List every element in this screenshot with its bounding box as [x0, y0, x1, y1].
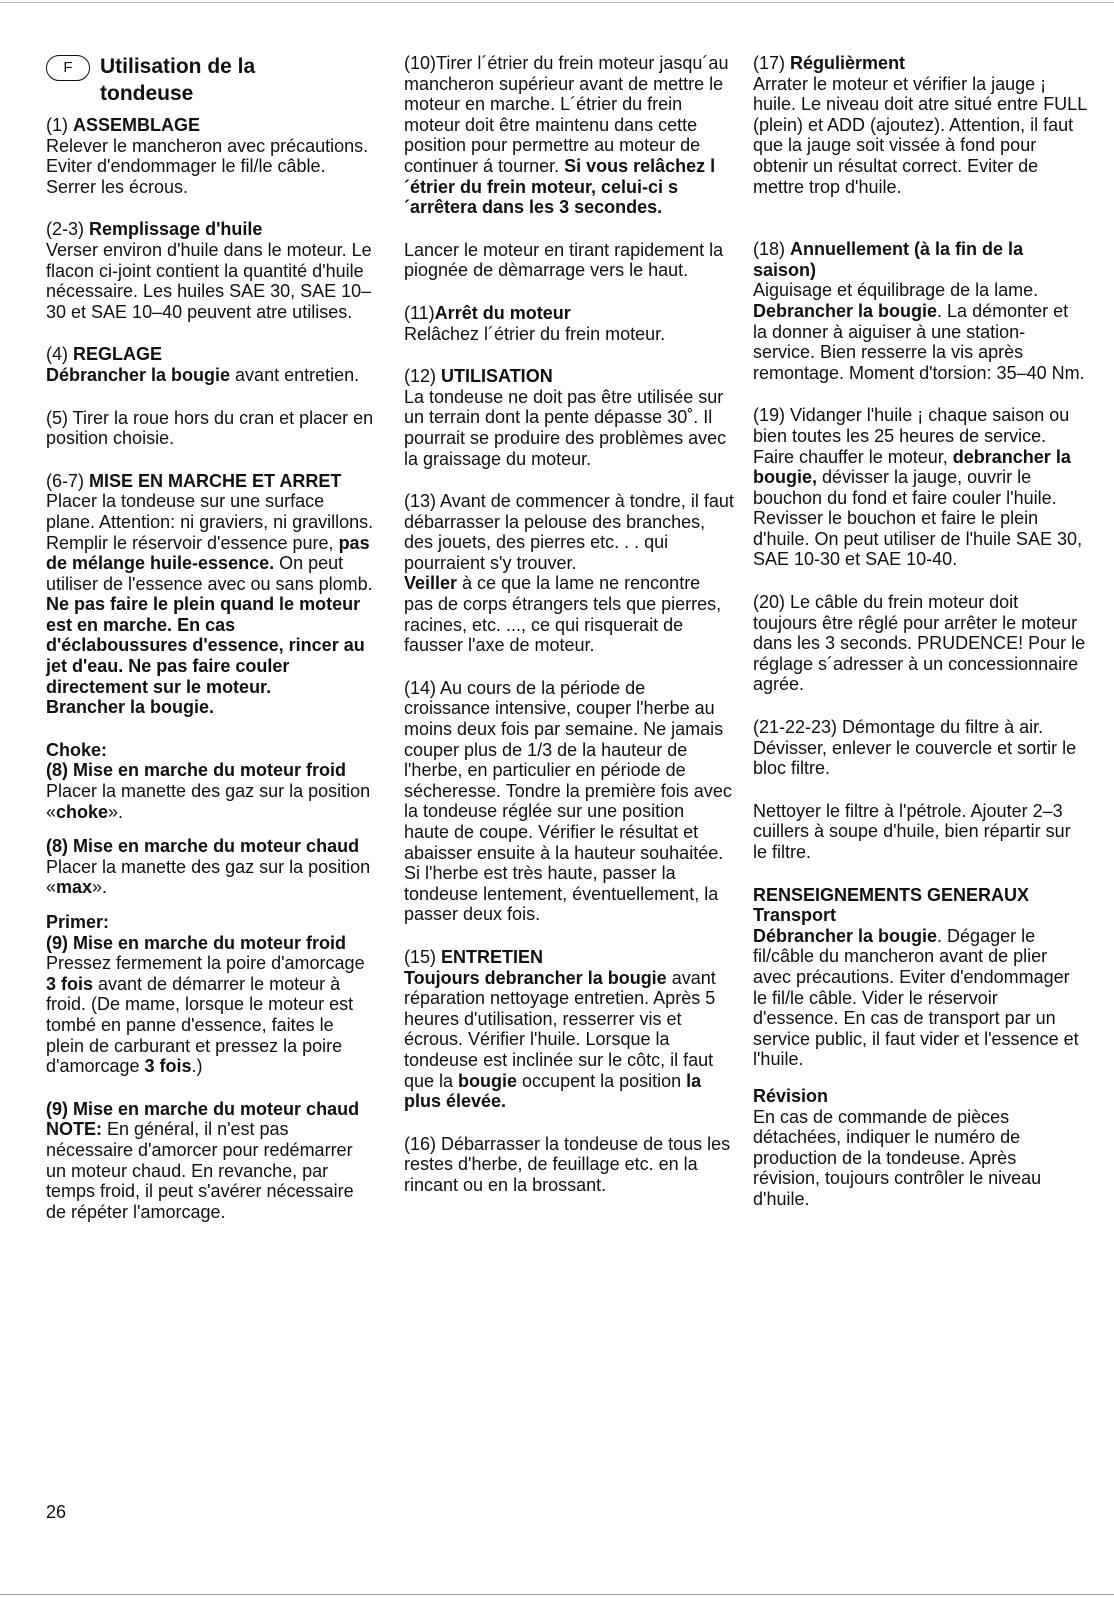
- section-title: [46, 53, 376, 107]
- section-filtre: (21-22-23) Démontage du filtre à air. Dévisser, enlever le couvercle et sortir le bloc filtre.: [753, 717, 1077, 779]
- section-primer-hot: (9) Mise en marche du moteur chaud NOTE: En général, il n'est pas nécessaire d'amorcer pour redémarrer un moteur chaud. En revanche, par temps froid, il peut s'avérer nécessaire de répéter l'amorcage.: [46, 1098, 360, 1222]
- section-mise-en-marche: (6-7) MISE EN MARCHE ET ARRET Placer la tondeuse sur une surface plane. Attention: ni graviers, ni gravillons. Remplir le réservoir d'essence pure, pas de mélange huile-essence. On peut utiliser de l'essence avec ou sans plomb. Ne pas faire le plein quand le moteur est en marche. En cas d'éclaboussures d'essence, rincer au jet d'eau. Ne pas faire couler directement sur le moteur. Brancher la bougie.: [46, 470, 374, 718]
- section-oil-fill: (2-3) Remplissage d'huile Verser environ d'huile dans le moteur. Le flacon ci-joint contient la quantité d'huile nécessaire. Les huiles SAE 30, SAE 10–30 et SAE 10–40 peuvent atre utilises.: [46, 219, 372, 322]
- section-arret: (11)Arrêt du moteur Relâchez l´étrier du frein moteur.: [404, 302, 666, 344]
- page-number: 26: [46, 1502, 67, 1522]
- column-right: [753, 53, 1087, 1232]
- section-5: (5) Tirer la roue hors du cran et placer en position choisie.: [46, 407, 374, 449]
- language-badge-icon: F: [46, 55, 90, 81]
- section-entretien: (15) ENTRETIEN Toujours debrancher la bougie avant réparation nettoyage entretien. Après 5 heures d'utilisation, resserrer vis et écrous. Vérifier l'huile. Lorsque la tondeuse est inclinée sur le côtc, il faut que la bougie occupent la position la plus élevée.: [404, 946, 716, 1112]
- section-frein-moteur: (10)Tirer l´étrier du frein moteur jasqu´au mancheron supérieur avant de mettre le moteur en marche. L´étrier du frein moteur doit être maintenu dans cette position pour permettre au moteur de continuer á tourner. Si vous relâchez l´étrier du frein moteur, celui-ci s´arrêtera dans les 3 secondes.: [404, 53, 729, 218]
- section-annuellement: (18) Annuellement (à la fin de la saison) Aiguisage et équilibrage de la lame. Debrancher la bougie. La démonter et la donner à aiguiser à une station-service. Bien resserre la vis après remontage. Moment d'torsion: 35–40 Nm.: [753, 239, 1085, 383]
- section-14: (14) Au cours de la période de croissance intensive, couper l'herbe au moins deux fois par semaine. Ne jamais couper plus de 1/3 de la hauteur de l'herbe, en particulier en période de sécheresse. Tondre la première fois avec la tondeuse réglée sur une position haute de coupe. Vérifier le résultat et abaisser ensuite à la hauteur souhaitée. Si l'herbe est très haute, passer la tondeuse lentement, éventuellement, la passer deux fois.: [404, 677, 732, 925]
- column-middle: [404, 53, 734, 1218]
- section-revision: Révision En cas de commande de pièces détachées, indiquer le numéro de production de la tondeuse. Après révision, toujours contrôler le niveau d'huile.: [753, 1085, 1042, 1209]
- section-choke-hot: (8) Mise en marche du moteur chaud Placer la manette des gaz sur la position «max».: [46, 836, 371, 898]
- section-transport: RENSEIGNEMENTS GENERAUX Transport Débrancher la bougie. Dégager le fil/câble du mancheron avant de plier avec précautions. Eviter d'endommager le fil/le câble. Vider le réservoir d'essence. En cas de transport par un service public, il faut vider et l'essence et l'huile.: [753, 884, 1079, 1070]
- section-utilisation: (12) UTILISATION La tondeuse ne doit pas être utilisée sur un terrain dont la pente dépasse 30˚. Il pourrait se produire des problèmes avec la graissage du moteur.: [404, 366, 727, 469]
- section-13: (13) Avant de commencer à tondre, il faut débarrasser la pelouse des branches, des jouets, des pierres etc. . . qui pourraient s'y trouver. Veiller à ce que la lame ne rencontre pas de corps étrangers tels que pierres, racines, etc. ..., ce qui risquerait de fausser l'axe de moteur.: [404, 491, 734, 656]
- section-reglage: (4) REGLAGE Débrancher la bougie avant entretien.: [46, 344, 360, 385]
- section-regulierement: (17) Régulièrment Arrater le moteur et vérifier la jauge ¡ huile. Le niveau doit atre situé entre FULL (plein) et ADD (ajoutez). Attention, il faut que la jauge soit vissée à fond pour obtenir un résultat correct. Eviter de mettre trop d'huile.: [753, 53, 1087, 197]
- top-scan-edge: [0, 2, 1114, 3]
- section-lancer: Lancer le moteur en tirant rapidement la piognée de dèmarrage vers le haut.: [404, 239, 724, 281]
- page-title: Utilisation de la tondeuse: [100, 55, 256, 105]
- section-filtre-nettoyage: Nettoyer le filtre à l'pétrole. Ajouter 2–3 cuillers à soupe d'huile, bien répartir sur le filtre.: [753, 800, 1071, 862]
- section-cable: (20) Le câble du frein moteur doit toujours être rêglé pour arrêter le moteur dans les 3 seconds. PRUDENCE! Pour le réglage s´adresser à un concessionnaire agrée.: [753, 592, 1086, 695]
- column-left: [46, 53, 376, 1244]
- bottom-scan-edge: [0, 1594, 1114, 1595]
- section-vidange: (19) Vidanger l'huile ¡ chaque saison ou bien toutes les 25 heures de service. Faire chauffer le moteur, debrancher la bougie, dévisser la jauge, ouvrir le bouchon du fond et faire couler l'huile. Revisser le bouchon et faire le plein d'huile. On peut utiliser de l'huile SAE 30, SAE 10-30 et SAE 10-40.: [753, 405, 1083, 570]
- section-assemblage: (1) ASSEMBLAGE Relever le mancheron avec précautions. Eviter d'endommager le fil/le câble. Serrer les écrous.: [46, 115, 369, 197]
- section-choke-cold: Choke: (8) Mise en marche du moteur froid Placer la manette des gaz sur la position «choke».: [46, 739, 371, 822]
- section-primer-cold: Primer: (9) Mise en marche du moteur froid Pressez fermement la poire d'amorcage 3 fois avant de démarrer le moteur à froid. (De mame, lorsque le moteur est tombé en panne d'essence, faites le plein de carburant et pressez la poire d'amorcage 3 fois.): [46, 912, 365, 1077]
- section-16: (16) Débarrasser la tondeuse de tous les restes d'herbe, de feuillage etc. en la rincant ou en la brossant.: [404, 1133, 731, 1195]
